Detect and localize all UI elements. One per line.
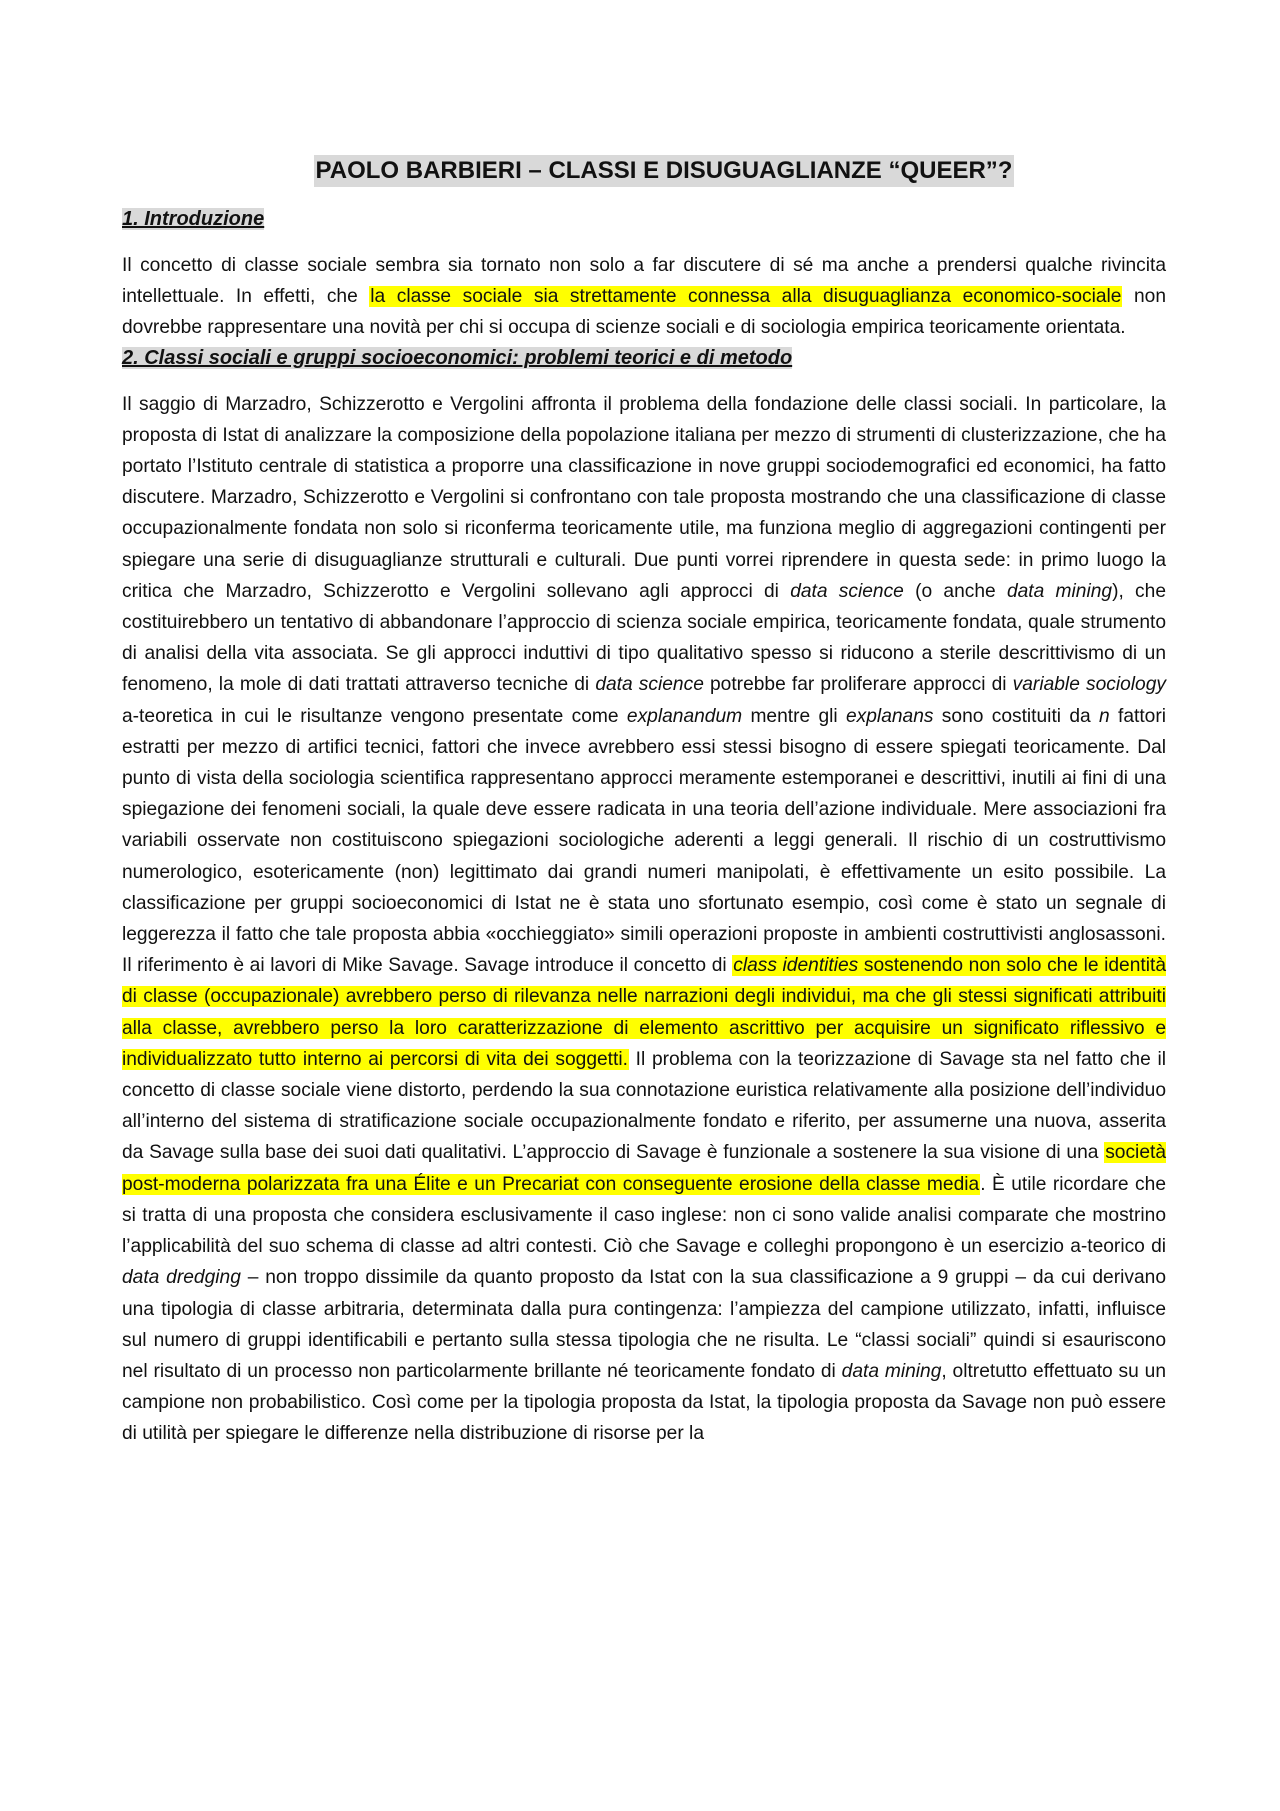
- italic-term: variable sociology: [1012, 674, 1166, 696]
- paragraph-introduzione: Il concetto di classe sociale sembra sia tornato non solo a far discutere di sé ma anche a prendersi qualche rivincita intellettuale. In effetti, che la classe sociale sia strettamente connessa alla disuguaglianza economico-sociale non dovrebbe rappresentare una novità per chi si occupa di scienze sociali e di sociologia empirica teoricamente orientata.: [122, 255, 1167, 339]
- section-heading-classi-sociali: 2. Classi sociali e gruppi socioeconomici: problemi teorici e di metodo: [122, 346, 793, 369]
- italic-term: explanandum: [626, 705, 743, 727]
- italic-term: n: [1099, 705, 1110, 727]
- italic-term: data mining: [1006, 580, 1113, 602]
- italic-term: data science: [595, 674, 704, 696]
- italic-term: data science: [790, 580, 904, 602]
- section-heading-introduzione: 1. Introduzione: [122, 208, 265, 230]
- italic-term: explanans: [846, 705, 934, 727]
- highlighted-text: società post-moderna polarizzata fra una Élite e un Precariat con conseguente erosione della classe media: [122, 1142, 1166, 1195]
- title-block: [122, 155, 1166, 187]
- highlighted-text: la classe sociale sia strettamente connessa alla disuguaglianza economico-sociale: [370, 286, 1122, 308]
- italic-term: class identities: [733, 955, 859, 977]
- italic-term: data dredging: [122, 1267, 241, 1289]
- document-title: PAOLO BARBIERI – CLASSI E DISUGUAGLIANZE “QUEER”?: [314, 155, 1015, 187]
- paragraph-classi-sociali: Il saggio di Marzadro, Schizzerotto e Vergolini affronta il problema della fondazione delle classi sociali. In particolare, la proposta di Istat di analizzare la composizione della popolazione italiana per mezzo di strumenti di clusterizzazione, che ha portato l’Istituto centrale di statistica a proporre una classificazione in nove gruppi sociodemografici ed economici, ha fatto discutere. Marzadro, Schizzerotto e Vergolini si confrontano con tale proposta mostrando che una classificazione di classe occupazionalmente fondata non solo si riconferma teoricamente utile, ma funziona meglio di aggregazioni contingenti per spiegare una serie di disuguaglianze strutturali e culturali. Due punti vorrei riprendere in questa sede: in primo luogo la critica che Marzadro, Schizzerotto e Vergolini sollevano agli approcci di data science (o anche data mining), che costituirebbero un tentativo di abbandonare l’approccio di scienza sociale empirica, teoricamente fondata, quale strumento di analisi della vita associata. Se gli approcci induttivi di tipo qualitativo spesso si riducono a sterile descrittivismo di un fenomeno, la mole di dati trattati attraverso tecniche di data science potrebbe far proliferare approcci di variable sociology a-teoretica in cui le risultanze vengono presentate come explanandum mentre gli explanans sono costituiti da n fattori estratti per mezzo di artifici tecnici, fattori che invece avrebbero essi stessi bisogno di essere spiegati teoricamente. Dal punto di vista della sociologia scientifica rappresentano approcci meramente estemporanei e descrittivi, inutili ai fini di una spiegazione dei fenomeni sociali, la quale deve essere radicata in una teoria dell’azione individuale. Mere associazioni fra variabili osservate non costituiscono spiegazioni sociologiche aderenti a leggi generali. Il rischio di un costruttivismo numerologico, esotericamente (non) legittimato dai grandi numeri manipolati, è effettivamente un esito possibile. La classificazione per gruppi socioeconomici di Istat ne è stata uno sfortunato esempio, così come è stato un segnale di leggerezza il fatto che tale proposta abbia «occhieggiato» simili operazioni proposte in ambienti costruttivisti anglosassoni. Il riferimento è ai lavori di Mike Savage. Savage introduce il concetto di class identities sostenendo non solo che le identità di classe (occupazionale) avrebbero perso di rilevanza nelle narrazioni degli individui, ma che gli stessi significati attribuiti alla classe, avrebbero perso la loro caratterizzazione di elemento ascrittivo per acquisire un significato riflessivo e individualizzato tutto interno ai percorsi di vita dei soggetti. Il problema con la teorizzazione di Savage sta nel fatto che il concetto di classe sociale viene distorto, perdendo la sua connotazione euristica relativamente alla posizione dell’individuo all’interno del sistema di stratificazione sociale occupazionalmente fondato e riferito, per assumerne una nuova, asserita da Savage sulla base dei suoi dati qualitativi. L’approccio di Savage è funzionale a sostenere la sua visione di una società post-moderna polarizzata fra una Élite e un Precariat con conseguente erosione della classe media. È utile ricordare che si tratta di una proposta che considera esclusivamente il caso inglese: non ci sono valide analisi comparate che mostrino l’applicabilità del suo schema di classe ad altri contesti. Ciò che Savage e colleghi propongono è un esercizio a-teorico di data dredging – non troppo dissimile da quanto proposto da Istat con la sua classificazione a 9 gruppi – da cui derivano una tipologia di classe arbitraria, determinata dalla pura contingenza: l’ampiezza del campione utilizzato, infatti, influisce sul numero di gruppi identificabili e pertanto sulla stessa tipologia che ne risulta. Le “classi sociali” quindi si esauriscono nel risultato di un processo non particolarmente brillante né teoricamente fondato di data mining, oltretutto effettuato su un campione non probabilistico. Così come per la tipologia proposta da Istat, la tipologia proposta da Savage non può essere di utilità per spiegare le differenze nella distribuzione di risorse per la: [122, 393, 1166, 1445]
- italic-term: data mining: [841, 1360, 942, 1382]
- highlighted-text: class identities sostenendo non solo che le identità di classe (occupazionale) avrebbero perso di rilevanza nelle narrazioni degli individui, ma che gli stessi significati attribuiti alla classe, avrebbero perso la loro caratterizzazione di elemento ascrittivo per acquisire un significato riflessivo e individualizzato tutto interno ai percorsi di vita dei soggetti.: [122, 955, 1166, 1070]
